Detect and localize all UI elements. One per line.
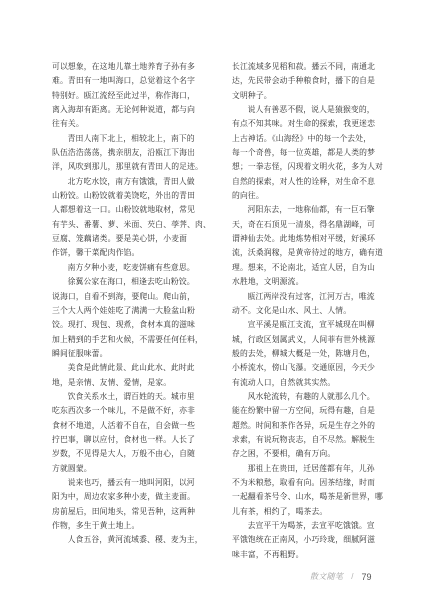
text-line: 徐翼公家在海口，相逢去吃山粉饺。: [67, 277, 195, 287]
text-line: 加上精到的手艺和火候，不需要任何任料，: [52, 334, 203, 344]
paragraph: [52, 261, 218, 275]
paragraph: [232, 103, 398, 203]
text-line: 瓯江两岸没有过客，江河万古，唯流: [247, 291, 375, 301]
text-line: 能在纷繁中留一方空间，玩得有趣，自是: [232, 406, 376, 416]
paragraph: [232, 462, 398, 519]
text-line: 人都想着这一口。山粉饺就地取材，常见: [52, 205, 196, 215]
text-line: 作物，多生于黄土地上。: [52, 521, 140, 530]
text-line: 求索，有说玩物丧志，自不尽然。解脱生: [232, 434, 376, 444]
paragraph: [232, 290, 398, 319]
text-line: 地，是亲情、友情、爱情，是家。: [52, 377, 172, 387]
text-line: 超然。时间和茶作各异，玩是生存之外的: [232, 420, 376, 430]
paragraph: [52, 390, 218, 476]
right-text-column: [232, 60, 398, 562]
text-line: 三个大人两个娃娃吃了满满一大脸盆山粉: [52, 305, 196, 315]
text-line: 文明种子。: [232, 90, 272, 100]
text-line: 河阳东去，一地称仙都，有一巨石擎: [247, 205, 375, 215]
text-line: 长江流域多见稻和菽。播云不同，南通北: [232, 62, 376, 71]
text-line: 说人有善恶不假，说人是猿猴变的，: [247, 105, 375, 115]
text-line: 山粉饺。山粉饺就着美饶吃，外出的青田: [52, 191, 196, 201]
text-line: 有流动人口，自然就其实然。: [232, 377, 336, 387]
text-line: 难。青田有一地叫海口，总觉着这个名字: [52, 76, 196, 86]
section-name: 散文随笔: [310, 572, 344, 581]
paragraph: [52, 132, 218, 175]
text-line: 洋，风吹到那儿，那里就有青田人的足迹。: [52, 162, 203, 172]
text-line: 北方吃水饺，南方有饿饿，青田人做: [67, 176, 195, 186]
text-line: 城，行政区划属武义，人间菲有世外桃源: [232, 334, 376, 344]
text-line: 方就圆蒙。: [52, 463, 92, 473]
text-line: 有点不知其味。对生命的探索，我更迷恋: [232, 119, 376, 129]
text-line: 一起翻看茶号令、山水，喝茶是新世界，哪: [232, 492, 383, 502]
text-line: 味丰富，不再粗野。: [232, 549, 304, 559]
text-line: 自然的探索，对人性的诠释，对生命不息: [232, 176, 376, 186]
text-line: 动不。文化是山水、风土、人情。: [232, 305, 352, 315]
text-line: 平饿饱统在正南风，小巧玲珑，细腻阿滋: [232, 535, 376, 545]
footer-separator: /: [351, 572, 354, 581]
paragraph: [232, 390, 398, 462]
text-line: 达，先民带会动手种粮食时，播下的自是: [232, 76, 376, 86]
paragraph: [232, 203, 398, 289]
text-line: 每一个奇兽，每一位英雄，都是人类的梦: [232, 148, 376, 158]
text-line: 房前屋后，田间地头，常见吾种，这两种: [52, 506, 196, 516]
paragraph: [52, 361, 218, 390]
text-line: 作饼，馨干菜配肉作馅。: [52, 248, 140, 258]
text-line: 美食是此情此景、此山此水、此时此: [67, 363, 195, 373]
text-line: 去宣平干为喝茶，去宣平吃饿饿。宣: [247, 521, 375, 530]
text-line: 儿有茶，相约了，喝茶去。: [232, 506, 328, 516]
paragraph: [232, 60, 398, 103]
text-line: 理。想来，不论南北，适宜人居，自为山: [232, 262, 376, 272]
paragraph: [52, 60, 218, 132]
paragraph: [52, 533, 218, 547]
left-text-column: [52, 60, 218, 548]
text-line: 豆腐、笼藕诸类。要是美心饼，小麦面: [52, 234, 188, 244]
text-line: 上古神话。《山海经》中的每一个去处，: [232, 133, 372, 143]
text-line: 离入海却有距离。无论何种说道，都与向: [52, 105, 196, 115]
paragraph: [52, 175, 218, 261]
text-line: 阳为中，周边农家多种小麦，做主麦面。: [52, 492, 196, 502]
text-line: 有芋头、番薯、萝、米面、芡白、荸荠、肉、: [52, 219, 211, 229]
text-line: 那祖上在贵田，迁居莲都有年，儿孙: [247, 463, 375, 473]
page-footer: [310, 571, 371, 582]
paragraph: [232, 318, 398, 390]
text-line: 饮食关系水土，谓百姓的天。城市里: [67, 391, 195, 401]
text-line: 青田人南下北上，相较北上，南下的: [67, 133, 195, 143]
text-line: 存之困，不要相，确有万向。: [232, 449, 336, 459]
text-line: 风水轮流转，有趣的人就那么几个。: [247, 391, 375, 401]
text-line: 饺。现打、现包、现煮，食材本真的滋味: [52, 320, 196, 330]
text-line: 人食五谷，黄河流域黍、稷、麦为主，: [67, 535, 203, 545]
text-line: 流，沃桑润稼，是黄帝待过的地方，确有道: [232, 248, 383, 258]
text-line: 特别好。瓯江流经至此过半，称作海口，: [52, 90, 196, 100]
text-line: 南方夕种小麦，吃麦饼痛有些意思。: [67, 262, 195, 272]
text-line: 般的去处，柳城大概是一处，陈塘月色，: [232, 348, 376, 358]
text-line: 的向往。: [232, 191, 264, 201]
paragraph: [52, 476, 218, 533]
page-number: 79: [361, 571, 372, 582]
paragraph: [232, 519, 398, 562]
text-line: 食材不地道，人活着不自在，自会做一些: [52, 420, 196, 430]
paragraph: [52, 275, 218, 361]
text-line: 想；一拳志怪，闪现着文明火花，多为人对: [232, 162, 383, 172]
text-line: 宣平溪是瓯江支流，宣平城现在叫柳: [247, 320, 375, 330]
text-line: 天，奇在石顶见一清泉，得名鼎湖峰，可: [232, 219, 376, 229]
text-line: 岁数，不见得是大人，万般不由心，自随: [52, 449, 196, 459]
text-line: 队伍浩浩荡荡，携亲朋友，沿瓯江下海出: [52, 148, 196, 158]
text-line: 拧巴事，聊以应付，食材也一样。人长了: [52, 434, 196, 444]
text-line: 小桥流水，傍山飞瀑。交通原因，今天少: [232, 363, 376, 373]
text-line: 说来也巧，播云有一地叫河阳，以河: [67, 477, 195, 487]
text-line: 水胜地，文明源流。: [232, 277, 304, 287]
text-line: 吃东西次多一个味儿，不是做不好，亦非: [52, 406, 196, 416]
text-line: 可以想象，在这地儿靠土地养育子孙有多: [52, 62, 196, 71]
text-line: 说海口，自看不到海，要爬山。爬山前，: [52, 291, 196, 301]
text-line: 往有关。: [52, 119, 84, 129]
text-line: 不为米粮愁，取看有向。因茶结缘，时而: [232, 477, 376, 487]
text-line: 瞬间征服味蕾。: [52, 348, 108, 358]
text-line: 谓神仙去处。此地炼势相对平缓，好溪环: [232, 234, 376, 244]
